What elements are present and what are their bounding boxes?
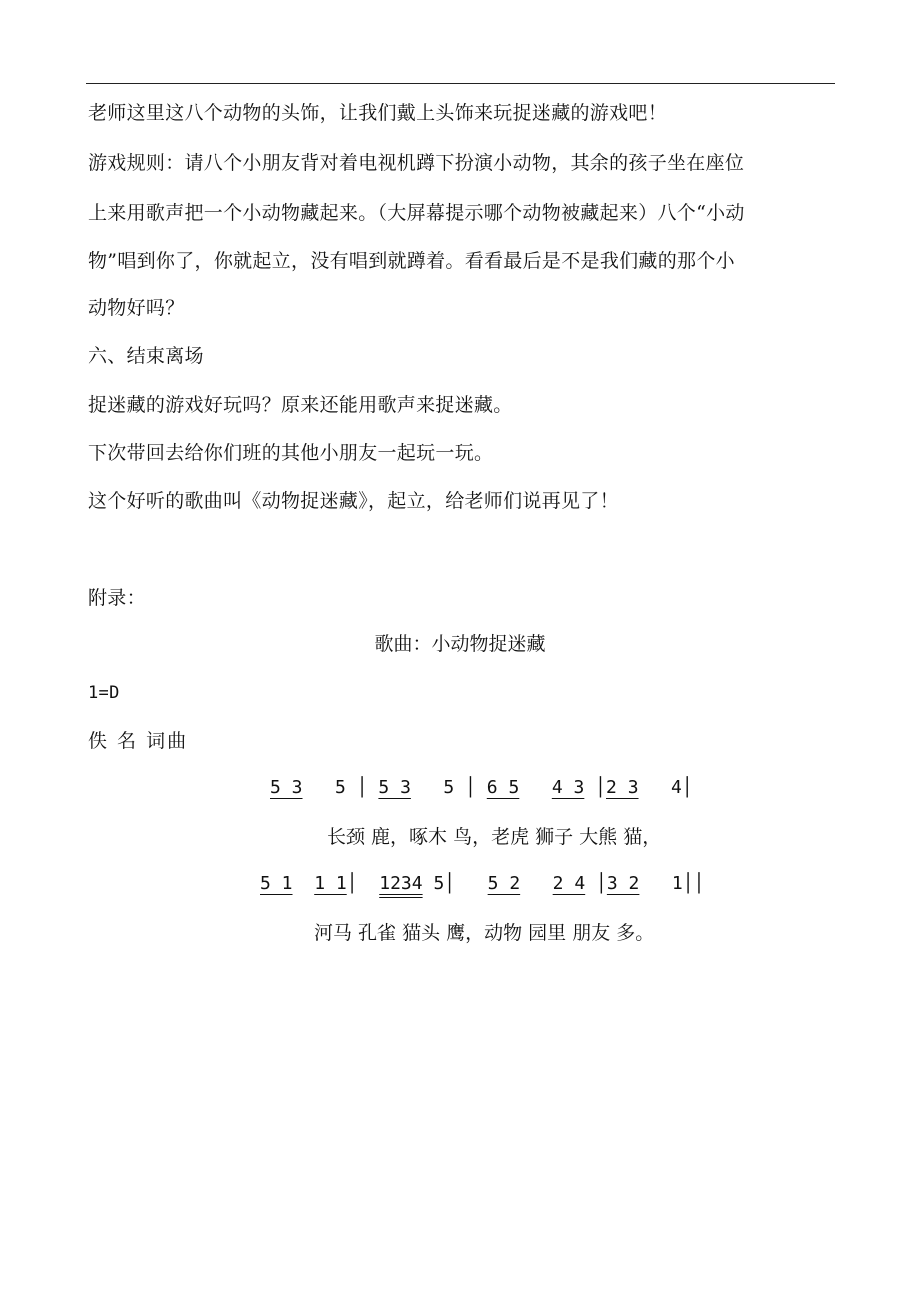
lyric-row-1: 长颈 鹿，啄木 鸟，老虎 狮子 大熊 猫，	[327, 826, 662, 848]
appendix-label: 附录：	[88, 587, 146, 609]
song-credit: 佚 名 词曲	[88, 730, 189, 752]
closing-line-1: 捉迷藏的游戏好玩吗？原来还能用歌声来捉迷藏。	[88, 394, 513, 416]
note-group: 2 4	[552, 873, 586, 894]
note-group: 1 1	[314, 873, 347, 894]
note-group: 5 2	[487, 873, 521, 894]
score-row-1: 5 3 5 │ 5 3 5 │ 6 5 4 3 │2 3 4│	[270, 777, 693, 798]
song-title: 歌曲：小动物捉迷藏	[374, 633, 546, 655]
note: 5	[335, 777, 346, 798]
note-group: 2 3	[606, 777, 639, 798]
intro-line: 老师这里这八个动物的头饰，让我们戴上头饰来玩捉迷藏的游戏吧！	[88, 102, 668, 124]
closing-line-2: 下次带回去给你们班的其他小朋友一起玩一玩。	[88, 442, 494, 464]
note-group: 5 3	[270, 777, 303, 798]
rules-line-3: 物”唱到你了，你就起立，没有唱到就蹲着。看看最后是不是我们藏的那个小	[88, 250, 735, 272]
note: 1	[671, 873, 683, 894]
rules-line-4: 动物好吗？	[88, 297, 185, 319]
song-key: 1=D	[88, 683, 120, 703]
note-group: 1234	[379, 873, 423, 894]
note-group: 6 5	[486, 777, 520, 798]
note-group: 3 2	[606, 873, 640, 894]
note-group: 5 3	[378, 777, 411, 798]
rules-line-2: 上来用歌声把一个小动物藏起来。（大屏幕提示哪个动物被藏起来）八个“小动	[88, 202, 745, 224]
note: 5	[433, 873, 445, 894]
rules-line-1: 游戏规则：请八个小朋友背对着电视机蹲下扮演小动物，其余的孩子坐在座位	[88, 152, 745, 174]
section-heading: 六、结束离场	[88, 345, 204, 367]
note: 5	[443, 777, 455, 798]
note-group: 5 1	[260, 873, 293, 894]
note: 4	[671, 777, 682, 798]
score-row-2: 5 1 1 1│ 1234 5│ 5 2 2 4 │3 2 1││	[260, 873, 705, 894]
note-group: 4 3	[551, 777, 585, 798]
lyric-row-2: 河马 孔雀 猫头 鹰，动物 园里 朋友 多。	[314, 922, 655, 944]
header-rule	[86, 83, 835, 84]
closing-line-3: 这个好听的歌曲叫《动物捉迷藏》，起立，给老师们说再见了！	[88, 490, 619, 512]
